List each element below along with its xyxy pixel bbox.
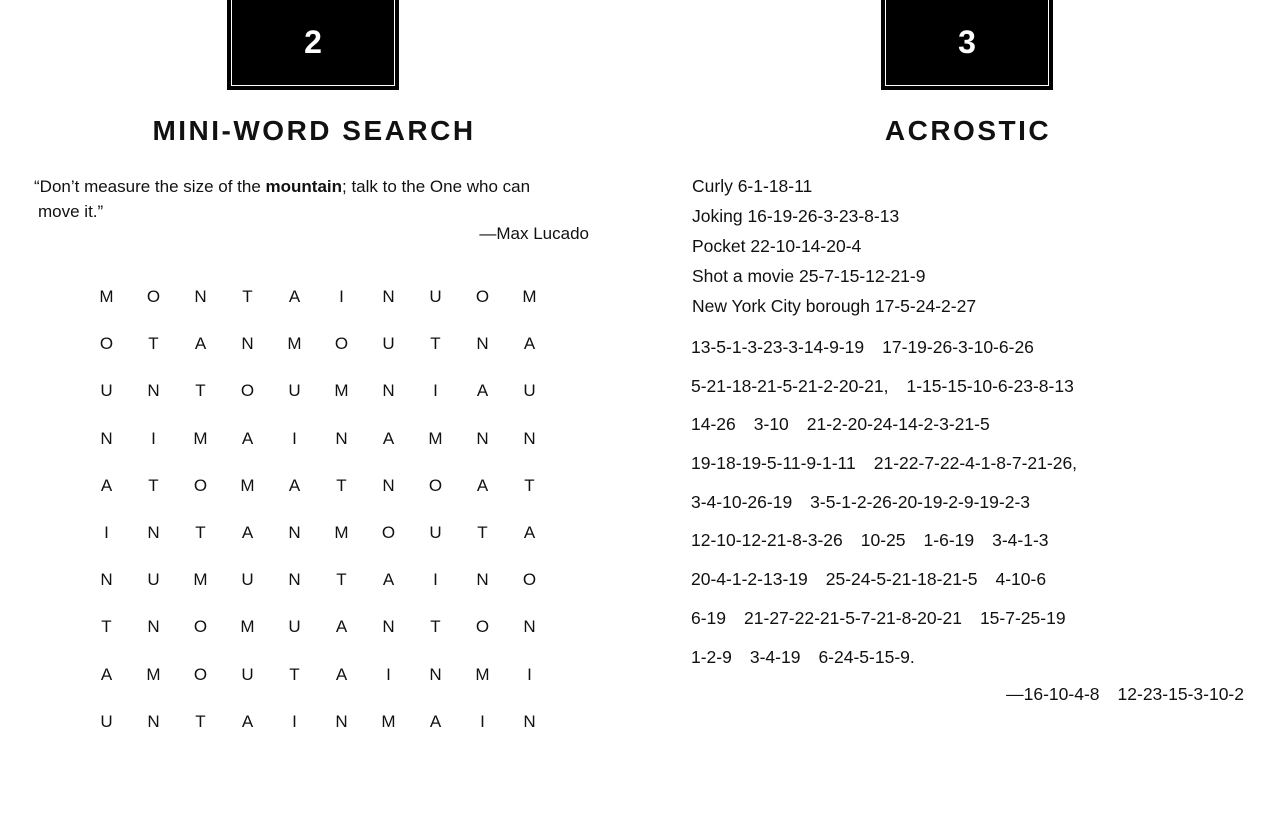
word-search-grid [83,287,553,759]
coded-word: 14-26 [691,414,736,435]
grid-letter: U [147,570,160,590]
grid-letter: I [386,664,391,684]
grid-letter: A [523,522,536,542]
grid-letter: O [381,522,396,542]
grid-letter: T [430,617,441,637]
grid-letter: N [523,711,536,731]
grid-letter: A [335,617,348,637]
grid-letter: N [523,428,536,448]
grid-letter: U [241,570,254,590]
grid-letter: M [428,428,443,448]
grid-letter: I [433,381,438,401]
grid-letter: U [288,617,301,637]
coded-word: 21-22-7-22-4-1-8-7-21-26, [873,453,1078,474]
grid-letter: M [475,664,490,684]
coded-line [691,529,1095,568]
coded-word: 3-10 [753,414,789,435]
grid-letter: N [523,617,536,637]
coded-word: 20-4-1-2-13-19 [691,569,808,590]
coded-line [691,413,1095,452]
grid-letter: N [476,570,489,590]
right-page [640,0,1280,828]
grid-letter: A [429,711,442,731]
grid-letter: T [336,570,347,590]
grid-letter: T [195,522,206,542]
coded-word: 3-4-10-26-19 [691,491,793,512]
coded-word: 25-24-5-21-18-21-5 [825,569,978,590]
grid-letter: N [382,617,395,637]
grid-letter: O [522,570,537,590]
grid-letter: I [527,664,532,684]
grid-letter: T [336,475,347,495]
puzzle-title: MINI-WORD SEARCH [152,115,476,146]
grid-letter: M [381,711,396,731]
grid-letter: A [288,287,301,306]
grid-letter: N [382,475,395,495]
grid-letter: N [382,287,395,306]
page-number-badge [227,0,399,90]
clue: Curly 6-1-18-11 [692,176,813,196]
grid-letter: T [430,334,441,354]
coded-author-word: —16-10-4-8 [1006,684,1100,704]
grid-letter: N [382,381,395,401]
grid-letter: U [429,287,442,306]
page-number: 2 [304,24,322,60]
coded-word: 3-5-1-2-26-20-19-2-9-19-2-3 [810,491,1030,512]
grid-letter: I [433,570,438,590]
grid-letter: M [334,381,349,401]
grid-letter: O [240,381,255,401]
quote [34,174,594,224]
quote-open: “Don’t measure the size of the [34,177,266,196]
grid-letter: N [429,664,442,684]
grid-letter: A [241,711,254,731]
grid-letter: U [100,711,113,731]
grid-letter: N [335,428,348,448]
quote-rest: ; talk to the One who can [342,177,531,196]
coded-word: 3-4-19 [749,646,801,667]
grid-letter: M [99,287,114,306]
grid-letter: I [339,287,344,306]
grid-letter: N [147,522,160,542]
grid-letter: A [288,475,301,495]
coded-line [691,375,1095,414]
clue: Shot a movie 25-7-15-12-21-9 [692,266,926,286]
clue: Pocket 22-10-14-20-4 [692,236,862,256]
coded-word: 1-2-9 [691,646,732,667]
quote-line-2: move it.” [38,202,104,221]
coded-word: 1-15-15-10-6-23-8-13 [906,375,1074,396]
grid-letter: N [147,711,160,731]
clue: New York City borough 17-5-24-2-27 [692,296,977,316]
grid-letter: O [475,617,490,637]
coded-word: 12-10-12-21-8-3-26 [691,530,843,551]
coded-word: 21-27-22-21-5-7-21-8-20-21 [744,607,962,628]
coded-line [691,452,1095,491]
grid-letter: A [382,428,395,448]
grid-letter: N [476,334,489,354]
grid-letter: T [148,475,159,495]
grid-letter: N [194,287,207,306]
grid-letter: U [241,664,254,684]
coded-word: 15-7-25-19 [979,607,1066,628]
grid-letter: I [104,522,109,542]
grid-letter: O [334,334,349,354]
coded-word: 1-6-19 [923,530,975,551]
coded-word: 17-19-26-3-10-6-26 [882,337,1034,357]
grid-letter: O [475,287,490,306]
grid-letter: I [292,711,297,731]
grid-letter: O [428,475,443,495]
page-number-badge [881,0,1053,90]
grid-letter: N [100,570,113,590]
quote-bold-word: mountain [265,177,343,196]
grid-letter: U [288,381,301,401]
grid-letter: O [193,664,208,684]
puzzle-title: ACROSTIC [884,115,1052,146]
coded-word: 10-25 [860,530,906,551]
coded-line [691,607,1095,646]
grid-letter: M [334,522,349,542]
coded-word: 13-5-1-3-23-3-14-9-19 [691,337,865,357]
grid-letter: T [101,617,112,637]
grid-letter: T [195,381,206,401]
grid-letter: A [476,381,489,401]
grid-letter: M [193,428,208,448]
grid-letter: T [477,522,488,542]
grid-letter: N [147,381,160,401]
grid-letter: A [382,570,395,590]
grid-letter: M [287,334,302,354]
grid-letter: U [382,334,395,354]
grid-letter: A [194,334,207,354]
acrostic-clues [692,171,976,321]
grid-letter: A [523,334,536,354]
coded-word: 3-4-1-3 [992,530,1049,551]
coded-word: 5-21-18-21-5-21-2-20-21, [691,375,889,396]
grid-letter: O [99,334,114,354]
grid-letter: N [241,334,254,354]
coded-author-word: 12-23-15-3-10-2 [1117,684,1244,704]
acrostic-coded-quote [691,336,1095,684]
grid-letter: N [476,428,489,448]
grid-letter: A [335,664,348,684]
grid-letter: A [100,475,113,495]
grid-letter: T [242,287,253,306]
quote-attribution: —Max Lucado [479,224,589,243]
grid-letter: A [476,475,489,495]
grid-letter: N [288,570,301,590]
grid-letter: U [429,522,442,542]
grid-letter: U [100,381,113,401]
grid-letter: A [241,428,254,448]
grid-letter: M [240,617,255,637]
coded-line [691,491,1095,530]
grid-letter: M [146,664,161,684]
coded-word: 4-10-6 [995,569,1047,590]
grid-letter: I [292,428,297,448]
grid-letter: M [522,287,537,306]
grid-letter: I [151,428,156,448]
clue: Joking 16-19-26-3-23-8-13 [692,206,900,226]
grid-letter: M [193,570,208,590]
grid-letter: T [148,334,159,354]
grid-letter: M [240,475,255,495]
grid-letter: A [100,664,113,684]
grid-letter: O [193,617,208,637]
grid-letter: O [146,287,161,306]
acrostic-coded-author [988,684,1244,705]
coded-line [691,568,1095,607]
coded-word: 19-18-19-5-11-9-1-11 [691,453,856,474]
grid-letter: T [524,475,535,495]
coded-line [691,336,1095,375]
page-number: 3 [958,24,976,60]
grid-letter: A [241,522,254,542]
grid-letter: N [100,428,113,448]
coded-line [691,646,1095,685]
grid-letter: N [288,522,301,542]
grid-letter: T [289,664,300,684]
coded-word: 6-24-5-15-9. [818,646,915,667]
grid-letter: O [193,475,208,495]
coded-word: 6-19 [691,607,727,628]
grid-letter: U [523,381,536,401]
grid-letter: N [335,711,348,731]
coded-word: 21-2-20-24-14-2-3-21-5 [806,414,990,435]
grid-letter: I [480,711,485,731]
grid-letter: T [195,711,206,731]
grid-letter: N [147,617,160,637]
